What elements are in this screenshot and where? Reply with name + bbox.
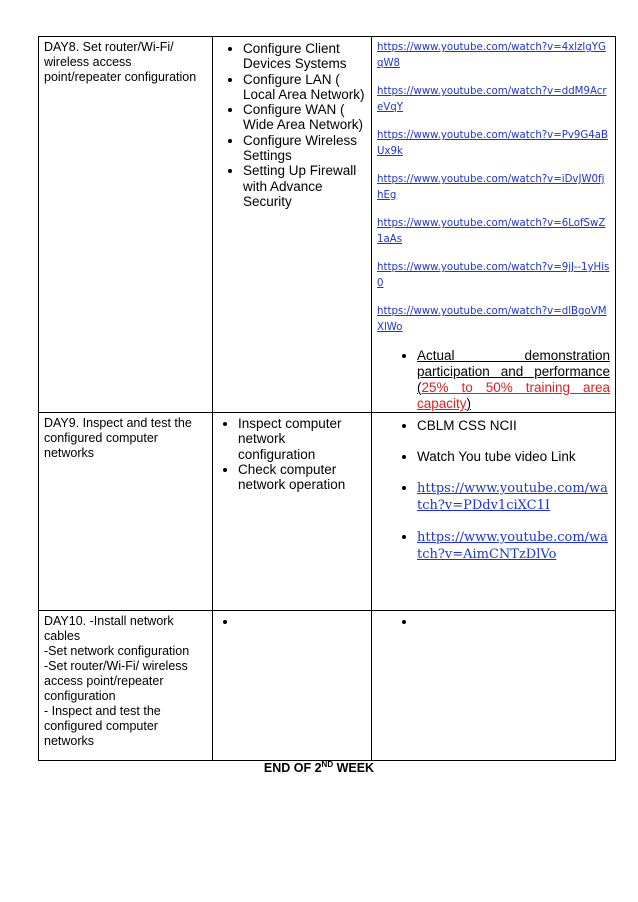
- youtube-link[interactable]: https://www.youtube.com/watch?v=dlBgoVMXlWo: [377, 306, 607, 333]
- list-item: • Configure Wireless Settings: [243, 133, 366, 164]
- table-row: [39, 37, 616, 413]
- list-item: • Configure Client Devices Systems: [243, 41, 366, 72]
- list-item: • Check computer network operation: [238, 462, 366, 493]
- youtube-link[interactable]: https://www.youtube.com/watch?v=Pv9G4aBUx9k: [377, 130, 609, 157]
- list-item: • Configure LAN ( Local Area Network): [243, 72, 366, 103]
- youtube-link[interactable]: https://www.youtube.com/watch?v=6LofSwZ1aAs: [377, 218, 606, 245]
- day-text: -Set network configuration: [44, 644, 190, 658]
- day-cell: [39, 413, 213, 611]
- day-text: cables: [44, 629, 81, 643]
- list-item: [417, 529, 610, 563]
- day-text: -Set router/Wi-Fi/ wireless: [44, 659, 188, 673]
- day-cell: [39, 611, 213, 761]
- list-item: • Setting Up Firewall with Advance Security: [243, 163, 366, 209]
- list-item: [417, 480, 610, 514]
- day-text: access point/repeater: [44, 674, 164, 688]
- day-text: configuration: [44, 689, 116, 703]
- table-row: [39, 413, 616, 611]
- youtube-link[interactable]: https://www.youtube.com/watch?v=9jJ--1yHis0: [377, 262, 610, 289]
- empty-list-item: [417, 614, 610, 630]
- day-text: networks: [44, 446, 95, 460]
- activities-cell: [213, 37, 372, 413]
- youtube-link[interactable]: https://www.youtube.com/watch?v=4xlzlgYGqW8: [377, 42, 606, 69]
- day-text: - Inspect and test the: [44, 704, 161, 718]
- lesson-plan-table: [38, 36, 616, 761]
- resources-cell: [372, 611, 616, 761]
- capacity-highlight: 25% to 50% training area capacity: [417, 380, 610, 411]
- day-text: point/repeater configuration: [44, 70, 197, 84]
- demonstration-note: • Actual demonstration participation and performance (25% to 50% training area capacity): [417, 348, 610, 412]
- table-row: [39, 611, 616, 761]
- youtube-link[interactable]: https://www.youtube.com/watch?v=PDdv1ciXC1I: [417, 481, 608, 513]
- resources-cell: [372, 37, 616, 413]
- list-item: • Configure WAN ( Wide Area Network): [243, 102, 366, 133]
- activities-cell: [213, 611, 372, 761]
- day-cell: [39, 37, 213, 413]
- end-of-week-label: END OF 2ND WEEK: [263, 760, 375, 776]
- day-text: wireless access: [44, 55, 132, 69]
- day-text: DAY10. -Install network: [44, 614, 174, 628]
- day-text: DAY9. Inspect and test the: [44, 416, 192, 430]
- day-text: configured computer: [44, 719, 158, 733]
- day-text: configured computer: [44, 431, 158, 445]
- list-item: • Watch You tube video Link: [417, 449, 610, 465]
- day-text: networks: [44, 734, 95, 748]
- list-item: • Inspect computer network configuration: [238, 416, 366, 462]
- resources-cell: [372, 413, 616, 611]
- youtube-link[interactable]: https://www.youtube.com/watch?v=iDvJW0fjhEg: [377, 174, 605, 201]
- activities-cell: [213, 413, 372, 611]
- list-item: • CBLM CSS NCII: [417, 418, 610, 434]
- day-text: DAY8. Set router/Wi-Fi/: [44, 40, 174, 54]
- youtube-link[interactable]: https://www.youtube.com/watch?v=ddM9AcreVqY: [377, 86, 607, 113]
- youtube-link[interactable]: https://www.youtube.com/watch?v=AimCNTzDlVo: [417, 530, 608, 562]
- empty-list-item: [238, 614, 366, 629]
